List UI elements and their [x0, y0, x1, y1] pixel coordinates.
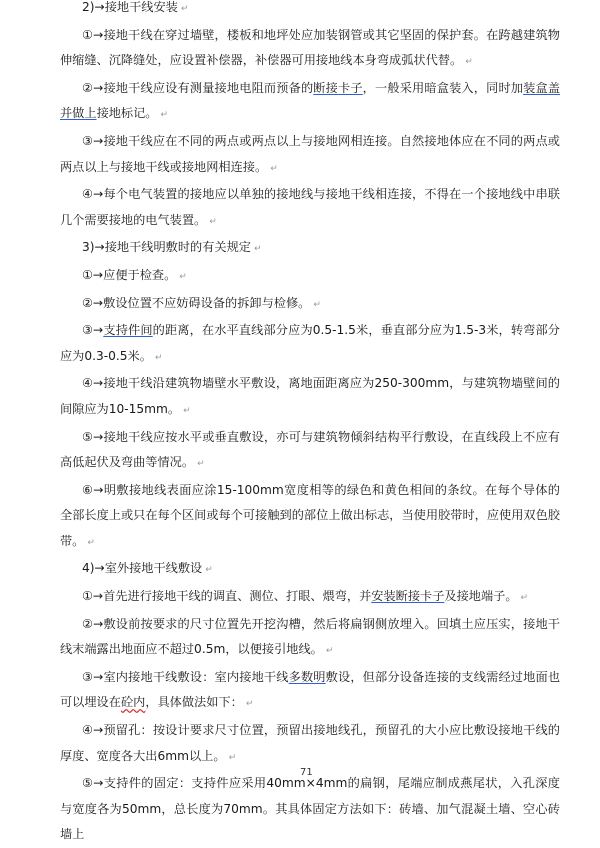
underlined-text: 断接卡子 — [313, 80, 363, 95]
paragraph-mark-icon: ↵ — [245, 699, 254, 710]
paragraph: ④→接地干线沿建筑物墙壁水平敷设，离地面距离应为250-300mm，与建筑物墙壁间的间隙应为10-15mm。 ↵ — [60, 376, 560, 416]
paragraph: ③→室内接地干线敷设：室内接地干线多数明敷设，但部分设备连接的支线需经过地面也可以埋设在砼内，具体做法如下： ↵ — [60, 669, 561, 710]
underlined-text: 多数明 — [288, 669, 326, 684]
paragraph: ⑤→支持件的固定：支持件应采用40mm×4mm的扁钢，尾端应制成燕尾状，入孔深度与宽度各为50mm，总长度为70mm。其具体固定方法如下：砖墙、加气混凝土墙、空心砖墙上 — [60, 776, 560, 842]
paragraph-mark-icon: ↵ — [197, 459, 205, 470]
paragraph-mark-icon: ↵ — [313, 299, 321, 310]
paragraph-mark-icon: ↵ — [228, 752, 237, 763]
spellcheck-underlined-text: 砼内 — [120, 695, 146, 710]
paragraph: ①→首先进行接地干线的调直、测位、打眼、煨弯，并安装断接卡子及接地端子。 ↵ — [82, 589, 529, 604]
paragraph-mark-icon: ↵ — [325, 646, 334, 657]
paragraph-mark-icon: ↵ — [160, 110, 169, 121]
paragraph: ①→应便于检查。 ↵ — [82, 267, 187, 282]
paragraph: ③→接地干线应在不同的两点或两点以上与接地网相连接。自然接地体应在不同的两点或两点以上与接地干线或接地网相连接。 ↵ — [60, 133, 560, 174]
paragraph: ③→支持件间的距离，在水平直线部分应为0.5-1.5米，垂直部分应为1.5-3米，转弯部分应为0.3-0.5米。 ↵ — [60, 323, 560, 363]
paragraph: ⑤→接地干线应按水平或垂直敷设，亦可与建筑物倾斜结构平行敷设，在直线段上不应有高低起伏及弯曲等情况。 ↵ — [60, 429, 560, 470]
underlined-text: 装盒盖并做上 — [60, 80, 561, 121]
paragraph: ②→敷设位置不应妨碍设备的拆卸与检修。 ↵ — [82, 295, 321, 310]
paragraph: ⑥→明敷接地线表面应涂15-100mm宽度相等的绿色和黄色相间的条纹。在每个导体的全部长度上或只在每个区间或每个可接触到的部位上做出标志，当使用胶带时，应使用双色胶带。 ↵ — [60, 482, 560, 548]
underlined-text: 支持件间 — [103, 323, 153, 338]
paragraph: ②→接地干线应设有测量接地电阻而预备的断接卡子，一般采用暗盒装入，同时加装盒盖并做上接地标记。 ↵ — [60, 80, 561, 121]
paragraph: ④→每个电气装置的接地应以单独的接地线与接地干线相连接，不得在一个接地线中串联几个需要接地的电气装置。 ↵ — [60, 187, 560, 227]
section-heading-2: 2)→接地干线安装 ↵ — [82, 0, 189, 14]
underlined-text: 安装断接卡子 — [371, 589, 445, 604]
section-heading-4: 4)→室外接地干线敷设 ↵ — [82, 561, 213, 576]
document-body — [60, 0, 560, 848]
paragraph: ②→敷设前按要求的尺寸位置先开挖沟槽，然后将扁钢侧放埋入。回填土应压实，接地干线末端露出地面应不超过0.5m，以便接引地线。 ↵ — [60, 616, 560, 657]
section-heading-3: 3)→接地干线明敷时的有关规定 ↵ — [82, 240, 262, 255]
page-number-fragment: 71 — [300, 767, 313, 778]
paragraph-mark-icon: ↵ — [183, 405, 191, 416]
paragraph-mark-icon: ↵ — [253, 244, 262, 255]
paragraph-mark-icon: ↵ — [520, 593, 529, 604]
paragraph-mark-icon: ↵ — [270, 163, 278, 174]
paragraph: ④→预留孔：按设计要求尺寸位置，预留出接地线孔，预留孔的大小应比敷设接地干线的厚度、宽度各大出6mm以上。 ↵ — [60, 723, 560, 763]
paragraph-mark-icon: ↵ — [205, 565, 213, 576]
paragraph-mark-icon: ↵ — [87, 537, 95, 548]
paragraph: ①→接地干线在穿过墙壁，楼板和地坪处应加装钢管或其它坚固的保护套。在跨越建筑物伸缩缝、沉降缝处，应设置补偿器，补偿器可用接地线本身弯成弧状代替。 ↵ — [60, 27, 560, 68]
paragraph-mark-icon: ↵ — [179, 271, 187, 282]
paragraph-mark-icon: ↵ — [209, 216, 217, 227]
paragraph-mark-icon: ↵ — [154, 352, 163, 363]
paragraph-mark-icon: ↵ — [465, 57, 473, 68]
paragraph-mark-icon: ↵ — [180, 4, 189, 14]
